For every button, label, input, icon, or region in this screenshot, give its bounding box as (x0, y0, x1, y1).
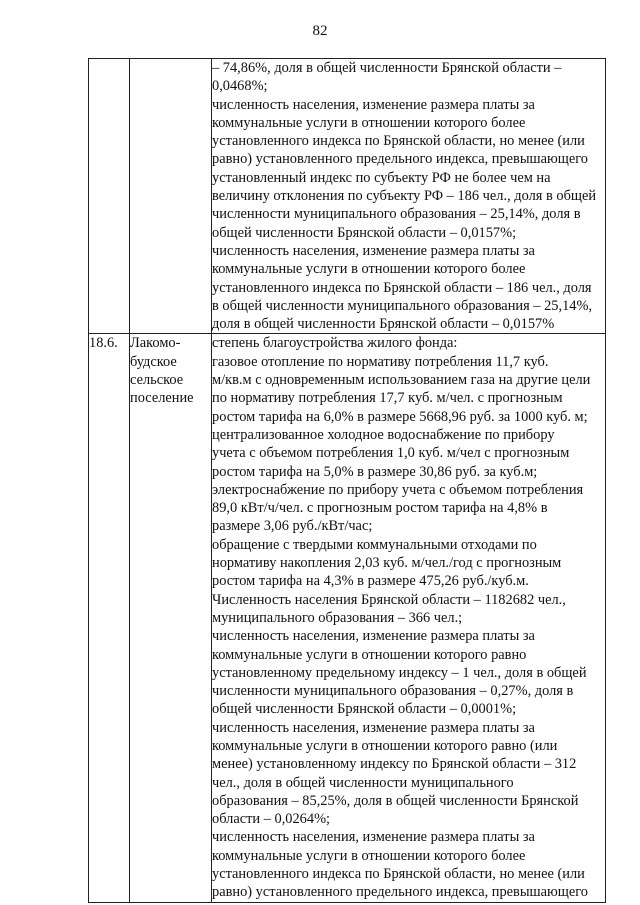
row-number-cell (89, 59, 130, 334)
text-line: равно) установленного предельного индекса, превышающего (212, 151, 588, 168)
text-line: равно) установленного предельного индекса, превышающего (212, 884, 588, 901)
text-line: образования – 85,25%, доля в общей численности Брянской (212, 792, 579, 809)
text-line: численность населения, изменение размера платы за (212, 628, 535, 645)
name-line: поселение (130, 390, 194, 407)
text-line: чел., доля в общей численности муниципального (212, 774, 514, 791)
text-line: установленного индекса по Брянской области, но менее (или (212, 866, 585, 883)
text-line: установленного индекса по Брянской области – 186 чел., доля (212, 279, 592, 296)
text-line: общей численности Брянской области – 0,0157%; (212, 224, 517, 241)
text-line: численность населения, изменение размера платы за (212, 96, 535, 113)
text-line: общей численности Брянской области – 0,0001%; (212, 701, 517, 718)
text-line: коммунальные услуги в отношении которого более (212, 261, 526, 278)
text-line: обращение с твердыми коммунальными отходами по (212, 536, 537, 553)
page-number: 82 (312, 23, 328, 39)
text-line: установленному предельному индексу – 1 чел., доля в общей (212, 664, 587, 681)
text-line: численность населения, изменение размера платы за (212, 719, 535, 736)
table-row (89, 59, 606, 334)
text-line: численности муниципального образования – 0,27%, доля в (212, 683, 574, 700)
text-line: 89,0 кВт/ч/чел. с прогнозным ростом тарифа на 4,8% в (212, 500, 548, 517)
text-line: ростом тарифа на 4,3% в размере 475,26 руб./куб.м. (212, 573, 529, 590)
text-line: коммунальные услуги в отношении которого более (212, 847, 526, 864)
text-line: коммунальные услуги в отношении которого равно (или (212, 737, 558, 754)
text-line: учета с объемом потребления 1,0 куб. м/чел с прогнозным (212, 445, 570, 462)
text-line: области – 0,0264%; (212, 811, 331, 828)
settlement-name-cell (130, 334, 212, 902)
text-line: менее) установленному индексу по Брянской области – 312 (212, 756, 577, 773)
text-line: величину отклонения по субъекту РФ – 186 чел., доля в общей (212, 188, 597, 205)
text-line: численности муниципального образования – 25,14%, доля в (212, 206, 581, 223)
text-line: коммунальные услуги в отношении которого равно (212, 646, 527, 663)
text-line: ростом тарифа на 5,0% в размере 30,86 руб. за куб.м; (212, 463, 538, 480)
text-line: степень благоустройства жилого фонда: (212, 335, 458, 352)
text-line: коммунальные услуги в отношении которого более (212, 114, 526, 131)
text-line: по нормативу потребления 17,7 куб. м/чел. с прогнозным (212, 390, 563, 407)
row-number-cell: 18.6. (89, 334, 130, 902)
text-line: ростом тарифа на 6,0% в размере 5668,96 руб. за 1000 куб. м; (212, 408, 588, 425)
data-table (88, 58, 606, 903)
text-line: электроснабжение по прибору учета с объемом потребления (212, 481, 584, 498)
text-line: доля в общей численности Брянской области – 0,0157% (212, 316, 555, 333)
text-line: м/кв.м с одновременным использованием газа на другие цели (212, 372, 591, 389)
name-line: сельское (130, 372, 184, 389)
name-line: Лакомо- (130, 335, 181, 352)
text-line: численность населения, изменение размера платы за (212, 242, 535, 259)
text-line: 0,0468%; (212, 78, 268, 95)
text-line: нормативу накопления 2,03 куб. м/чел./год с прогнозным (212, 555, 562, 572)
name-line: будское (130, 353, 177, 370)
settlement-name-cell (130, 59, 212, 334)
text-line: газовое отопление по нормативу потребления 11,7 куб. (212, 353, 549, 370)
text-line: Численность населения Брянской области – 1182682 чел., (212, 591, 566, 608)
text-line: централизованное холодное водоснабжение по прибору (212, 426, 555, 443)
text-line: муниципального образования – 366 чел.; (212, 609, 463, 626)
table-row (89, 334, 606, 902)
text-line: в общей численности муниципального образования – 25,14%, (212, 297, 593, 314)
description-cell (212, 59, 606, 334)
text-line: установленный индекс по субъекту РФ не более чем на (212, 169, 551, 186)
description-cell (212, 334, 606, 902)
text-line: – 74,86%, доля в общей численности Брянской области – (212, 60, 562, 76)
text-line: установленного индекса по Брянской области, но менее (или (212, 133, 585, 150)
text-line: численность населения, изменение размера платы за (212, 829, 535, 846)
text-line: размере 3,06 руб./кВт/час; (212, 518, 373, 535)
